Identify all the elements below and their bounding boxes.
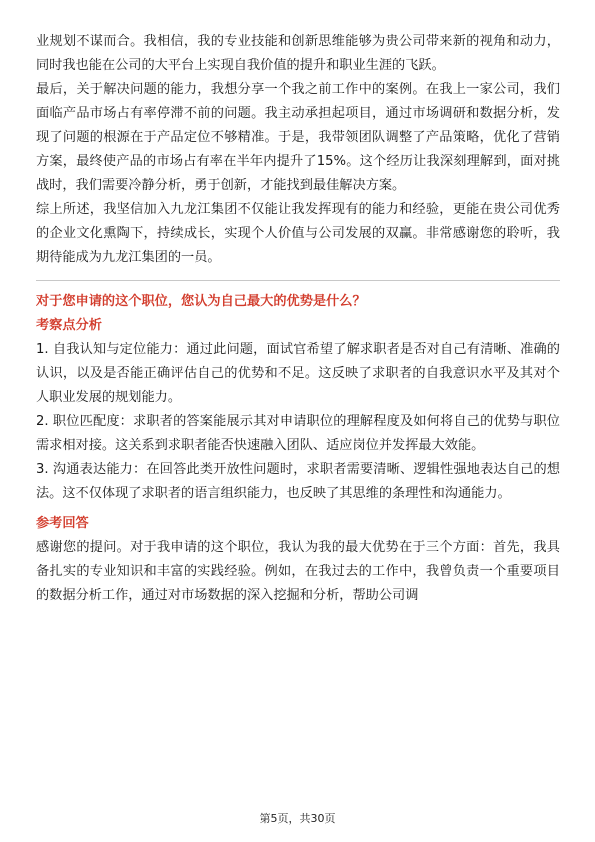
paragraph-conclusion: 综上所述，我坚信加入九龙江集团不仅能让我发挥现有的能力和经验，更能在贵公司优秀的企业文化熏陶下，持续成长，实现个人价值与公司发展的双赢。非常感谢您的聆听，我期待能成为九龙江集团的一员。 <box>36 202 560 265</box>
answer-heading: 参考回答 <box>36 516 89 531</box>
page-number-footer: 第5页，共30页 <box>259 812 336 825</box>
analysis-item-self-awareness: 1. 自我认知与定位能力：通过此问题，面试官希望了解求职者是否对自己有清晰、准确的认识，以及是否能正确评估自己的优势和不足。这反映了求职者的自我意识水平及其对个人职业发展的规划能力。 <box>36 342 560 405</box>
paragraph-problem-solving-case: 最后，关于解决问题的能力，我想分享一个我之前工作中的案例。在我上一家公司，我们面临产品市场占有率停滞不前的问题。我主动承担起项目，通过市场调研和数据分析，发现了问题的根源在于产品定位不够精准。于是，我带领团队调整了产品策略，优化了营销方案，最终使产品的市场占有率在半年内提升了15%。这个经历让我深刻理解到，面对挑战时，我们需要冷静分析，勇于创新，才能找到最佳解决方案。 <box>36 82 560 193</box>
paragraph-career-fit: 业规划不谋而合。我相信，我的专业技能和创新思维能够为贵公司带来新的视角和动力，同时我也能在公司的大平台上实现自我价值的提升和职业生涯的飞跃。 <box>36 34 560 73</box>
answer-text: 感谢您的提问。对于我申请的这个职位，我认为我的最大优势在于三个方面：首先，我具备扎实的专业知识和丰富的实践经验。例如，在我过去的工作中，我曾负责一个重要项目的数据分析工作，通过对市场数据的深入挖掘和分析，帮助公司调 <box>36 540 560 603</box>
analysis-item-communication: 3. 沟通表达能力：在回答此类开放性问题时，求职者需要清晰、逻辑性强地表达自己的想法。这不仅体现了求职者的语言组织能力，也反映了其思维的条理性和沟通能力。 <box>36 462 560 501</box>
document-page <box>36 30 560 608</box>
interview-question: 对于您申请的这个职位，您认为自己最大的优势是什么？ <box>36 294 366 309</box>
analysis-heading: 考察点分析 <box>36 318 102 333</box>
analysis-item-job-fit: 2. 职位匹配度：求职者的答案能展示其对申请职位的理解程度及如何将自己的优势与职位需求相对接。这关系到求职者能否快速融入团队、适应岗位并发挥最大效能。 <box>36 414 560 453</box>
section-divider <box>36 280 560 281</box>
